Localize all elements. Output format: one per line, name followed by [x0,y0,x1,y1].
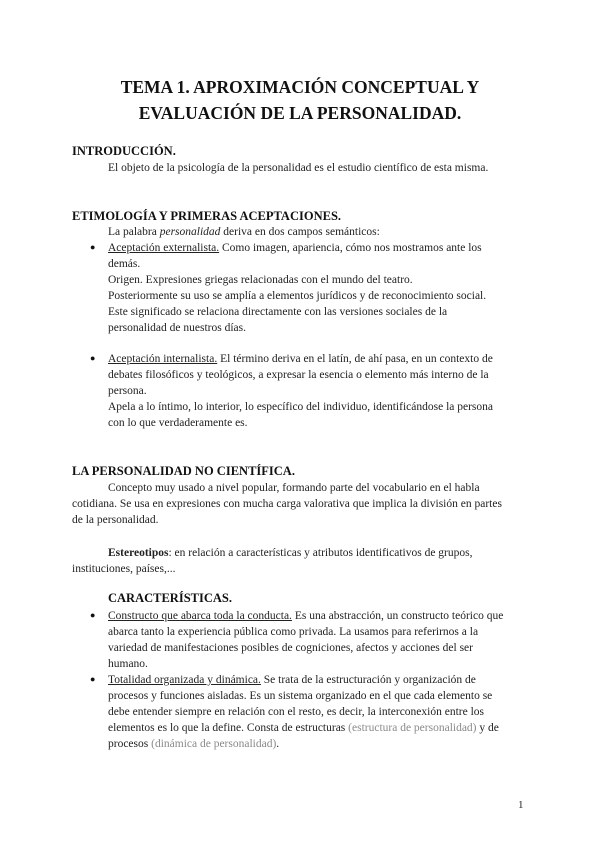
etim-b1-line2: demás. [108,258,141,270]
caract-c2-line1: Totalidad organizada y dinámica. Se trata de la estructuración y organización de [108,674,476,686]
bullet-icon: ● [90,610,96,620]
totalidad-title: Totalidad organizada y dinámica. [108,674,261,686]
etim-b1-line4: Posteriormente su uso se amplía a elementos jurídicos y de reconocimiento social. [108,290,487,302]
caract-c2-line5: procesos (dinámica de personalidad). [108,738,280,750]
dinamica-note: (dinámica de personalidad) [151,738,277,750]
bullet-icon: ● [90,353,96,363]
nocien-line2: cotidiana. Se usa en expresiones con mucha carga valorativa que implica la división en partes [72,498,502,510]
caract-c1-line3: variedad de manifestaciones posibles de cogniciones, afectos y acciones del ser [108,642,473,654]
aceptacion-internalista-title: Aceptación internalista. [108,353,218,365]
etim-b2-line3: persona. [108,385,147,397]
heading-etimologia: ETIMOLOGÍA Y PRIMERAS ACEPTACIONES. [72,209,342,223]
etim-b1-line5: Este significado se relaciona directamente con las versiones sociales de la [108,306,448,318]
estereotipos-term: Estereotipos [108,547,169,559]
etim-b1-line1: Aceptación externalista. Como imagen, apariencia, cómo nos mostramos ante los [108,242,482,254]
etim-b2-line4: Apela a lo íntimo, lo interior, lo específico del individuo, identificándose la persona [108,401,494,413]
aceptacion-externalista-title: Aceptación externalista. [108,242,220,254]
caract-c1-line2: abarca tanto la experiencia pública como privada. La usamos para referirnos a la [108,626,479,638]
heading-introduccion: INTRODUCCIÓN. [72,144,176,158]
lead-word: personalidad [159,226,221,238]
intro-text: El objeto de la psicología de la personalidad es el estudio científico de esta misma. [108,162,489,174]
estereotipos-line1: Estereotipos: en relación a características y atributos identificativos de grupos, [108,547,473,559]
page-number: 1 [518,799,524,811]
bullet-icon: ● [90,242,96,252]
heading-caracteristicas: CARACTERÍSTICAS. [108,591,232,605]
constructo-title: Constructo que abarca toda la conducta. [108,610,292,622]
etim-b2-line5: con lo que verdaderamente es. [108,417,248,429]
title-line-1: TEMA 1. APROXIMACIÓN CONCEPTUAL Y [120,77,480,97]
caract-c1-line1: Constructo que abarca toda la conducta. Es una abstracción, un constructo teórico que [108,610,504,622]
caract-c2-line2: procesos y funciones aisladas. Es un sistema organizado en el que cada elemento se [108,690,493,702]
nocien-line3: de la personalidad. [72,514,159,526]
heading-no-cientifica: LA PERSONALIDAD NO CIENTÍFICA. [72,464,295,478]
caract-c2-line3: debe entender siempre en relación con el resto, es decir, la interconexión entre los [108,706,485,718]
estructura-note: (estructura de personalidad) [348,722,477,734]
estereotipos-line2: instituciones, países,... [72,563,176,575]
etim-b1-line3: Origen. Expresiones griegas relacionadas con el mundo del teatro. [108,274,413,286]
nocien-line1: Concepto muy usado a nivel popular, formando parte del vocabulario en el habla [108,482,480,494]
etim-b2-line1: Aceptación internalista. El término deriva en el latín, de ahí pasa, en un contexto de [108,353,493,365]
caract-c1-line4: humano. [108,658,148,670]
title-line-2: EVALUACIÓN DE LA PERSONALIDAD. [138,103,462,123]
bullet-icon: ● [90,674,96,684]
caract-c2-line4: elementos es lo que la define. Consta de estructuras (estructura de personalidad) y de [108,722,499,734]
etim-b2-line2: debates filosóficos y teológicos, a expresar la esencia o elemento más interno de la [108,369,489,381]
etim-lead: La palabra personalidad deriva en dos campos semánticos: [108,226,380,238]
document-title [40,74,560,126]
etim-b1-line6: personalidad de nuestros días. [108,322,246,334]
